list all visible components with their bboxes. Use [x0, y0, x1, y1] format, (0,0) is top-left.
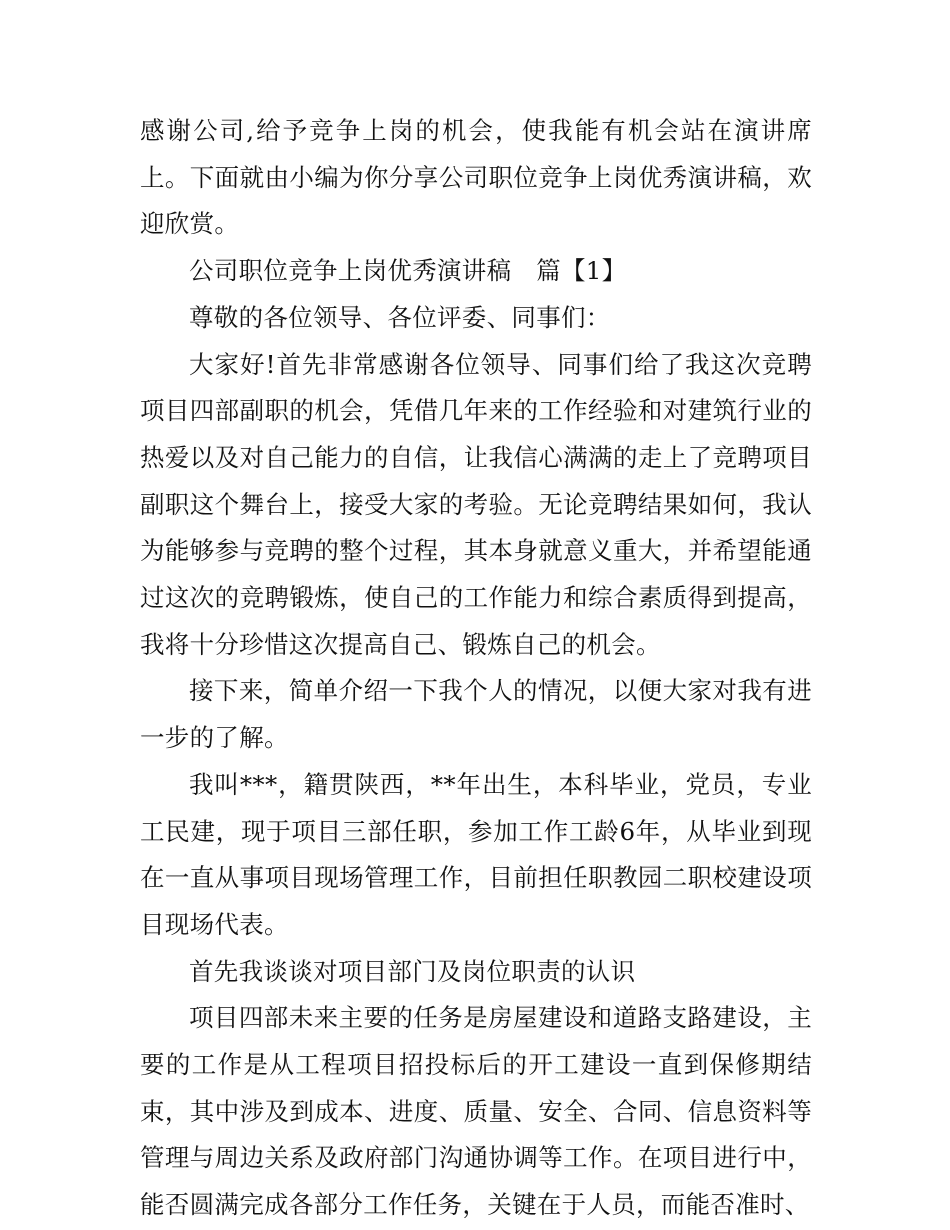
section-heading: 公司职位竞争上岗优秀演讲稿 篇【1】	[189, 256, 627, 286]
document-body	[140, 108, 812, 1229]
body-paragraph-greeting: 大家好!首先非常感谢各位领导、同事们给了我这次竞聘项目四部副职的机会，凭借几年来的工作经验和对建筑行业的热爱以及对自己能力的自信，让我信心满满的走上了竞聘项目副职这个舞台上，接受大家的考验。无论竞聘结果如何，我认为能够参与竞聘的整个过程，其本身就意义重大，并希望能通过这次的竞聘锻炼，使自己的工作能力和综合素质得到提高，我将十分珍惜这次提高自己、锻炼自己的机会。	[140, 349, 812, 659]
body-paragraph-personal-info: 我叫***，籍贯陕西，**年出生，本科毕业，党员，专业工民建，现于项目三部任职，参加工作工龄6年，从毕业到现在一直从事项目现场管理工作，目前担任职教园二职校建设项目现场代表。	[140, 769, 812, 939]
salutation: 尊敬的各位领导、各位评委、同事们：	[189, 302, 611, 332]
subheading-understanding: 首先我谈谈对项目部门及岗位职责的认识	[189, 956, 636, 986]
body-paragraph-duties: 项目四部未来主要的任务是房屋建设和道路支路建设，主要的工作是从工程项目招投标后的开工建设一直到保修期结束，其中涉及到成本、进度、质量、安全、合同、信息资料等管理与周边关系及政府部门沟通协调等工作。在项目进行中，能否圆满完成各部分工作任务，关键在于人员，而能否准时、	[140, 1003, 812, 1220]
body-paragraph-introduction: 接下来，简单介绍一下我个人的情况，以便大家对我有进一步的了解。	[140, 676, 812, 753]
intro-paragraph: 感谢公司,给予竞争上岗的机会，使我能有机会站在演讲席上。下面就由小编为你分享公司职位竞争上岗优秀演讲稿，欢迎欣赏。	[140, 116, 812, 239]
